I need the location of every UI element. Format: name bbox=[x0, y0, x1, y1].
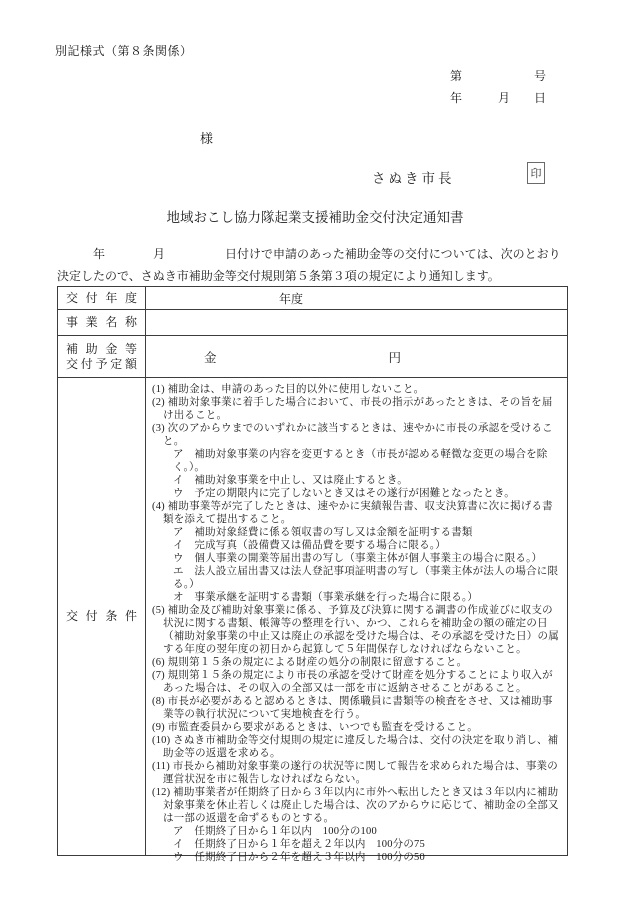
fiscal-year-value: 年度 bbox=[279, 291, 304, 306]
body-text-line1: 年 月 日付けで申請のあった補助金等の交付については、次のとおり bbox=[57, 247, 561, 261]
grant-conditions-label: 交付条件 bbox=[66, 609, 137, 623]
condition-item: (7) 規則第１５条の規定により市長の承認を受けて財産を処分することにより収入があった場合は、その収入の全部又は一部を市に返納させることがあること。 bbox=[152, 670, 553, 694]
condition-subitem: イ 補助対象事業を中止し、又は廃止するとき。 bbox=[173, 475, 408, 486]
condition-item: (10) さぬき市補助金等交付規則の規定に違反した場合は、交付の決定を取り消し、補助金等の返還を求める。 bbox=[152, 735, 559, 759]
addressee-suffix: 様 bbox=[200, 131, 214, 146]
fiscal-year-label-cell bbox=[58, 287, 146, 309]
condition-item: (4) 補助事業等が完了したときは、速やかに実績報告書、収支決算書に次に掲げる書類を添えて提出すること。 bbox=[152, 501, 553, 525]
table-row-planned-amount bbox=[58, 336, 567, 378]
condition-item: (1) 補助金は、申請のあった目的以外に使用しないこと。 bbox=[152, 384, 425, 395]
amount-unit: 円 bbox=[388, 350, 402, 365]
document-date-line: 年 月 日 bbox=[449, 91, 546, 105]
condition-subitem: ウ 個人事業の開業等届出書の写し（事業主体が個人事業主の場合に限る。） bbox=[173, 553, 543, 564]
grant-conditions-list bbox=[146, 378, 567, 863]
amount-prefix: 金 bbox=[204, 350, 217, 365]
condition-item: (6) 規則第１５条の規定による財産の処分の制限に留意すること。 bbox=[152, 657, 468, 668]
planned-amount-label-line1: 補助金等 bbox=[66, 341, 137, 356]
sender-name: さぬき市長 bbox=[372, 171, 455, 186]
table-row-project-name bbox=[58, 310, 567, 336]
form-style-label: 別記様式（第８条関係） bbox=[55, 44, 193, 58]
condition-item: (8) 市長が必要があると認めるときは、関係職員に書類等の検査をさせ、又は補助事業等の執行状況について実地検査を行う。 bbox=[152, 696, 553, 720]
project-name-value-cell bbox=[146, 310, 567, 335]
condition-subitem: ア 補助対象経費に係る領収書の写し又は金額を証明する書類 bbox=[173, 527, 473, 538]
condition-item: (3) 次のアからウまでのいずれかに該当するときは、速やかに市長の承認を受けること。 bbox=[152, 423, 553, 447]
grant-decision-table bbox=[57, 286, 568, 863]
condition-subitem: エ 法人設立届出書又は法人登記事項証明書の写し（事業主体が法人の場合に限る。） bbox=[173, 566, 559, 590]
planned-amount-label-line2: 交付予定額 bbox=[66, 356, 137, 371]
condition-subitem: オ 事業承継を証明する書類（事業承継を行った場合に限る。） bbox=[173, 592, 479, 603]
condition-subitem: ア 任期終了日から１年以内 100分の100 bbox=[173, 826, 377, 837]
table-row-fiscal-year bbox=[58, 287, 567, 310]
document-number-line: 第 号 bbox=[449, 69, 546, 83]
project-name-label: 事業名称 bbox=[66, 315, 137, 329]
condition-subitem: ウ 任期終了日から２年を超え３年以内 100分の50 bbox=[173, 852, 425, 863]
planned-amount-label-cell bbox=[58, 336, 146, 377]
condition-item: (11) 市長から補助対象事業の遂行の状況等に関して報告を求められた場合は、事業の運営状況を市に報告しなければならない。 bbox=[152, 761, 558, 785]
condition-item: (5) 補助金及び補助対象事業に係る、予算及び決算に関する調書の作成並びに収支の状況に関する書類、帳簿等の整理を行い、かつ、これらを補助金の額の確定の日（補助対象事業の中止又は廃止の承認を受けた場合は、その承認を受けた日）の属する年度の翌年度の初日から起算して５年間保存しなければならないこと。 bbox=[152, 605, 559, 655]
condition-item: (9) 市監査委員から要求があるときは、いつでも監査を受けること。 bbox=[152, 722, 478, 733]
grant-conditions-label-cell bbox=[58, 378, 146, 855]
project-name-label-cell bbox=[58, 310, 146, 335]
condition-subitem: イ 任期終了日から１年を超え２年以内 100分の75 bbox=[173, 839, 425, 850]
document-title: 地域おこし協力隊起業支援補助金交付決定通知書 bbox=[166, 210, 464, 225]
condition-subitem: イ 完成写真（設備費又は備品費を要する場合に限る。） bbox=[173, 540, 446, 551]
condition-subitem: ウ 予定の期限内に完了しないとき又はその遂行が困難となったとき。 bbox=[173, 488, 515, 499]
body-text-line2: 決定したので、さぬき市補助金等交付規則第５条第３項の規定により通知します。 bbox=[57, 269, 500, 283]
condition-item: (12) 補助事業者が任期終了日から３年以内に市外へ転出したとき又は３年以内に補助対象事業を休止若しくは廃止した場合は、次のアからウに応じて、補助金の全部又は一部の返還を命ずるものとする。 bbox=[152, 787, 559, 824]
planned-amount-value-cell bbox=[146, 336, 567, 377]
seal-mark bbox=[527, 162, 545, 184]
fiscal-year-label: 交付年度 bbox=[66, 290, 137, 305]
table-row-grant-conditions bbox=[58, 378, 567, 863]
condition-item: (2) 補助対象事業に着手した場合において、市長の指示があったときは、その旨を届け出ること。 bbox=[152, 397, 553, 421]
seal-character: 印 bbox=[530, 168, 542, 180]
condition-subitem: ア 補助対象事業の内容を変更するとき（市長が認める軽微な変更の場合を除く。）。 bbox=[173, 449, 548, 473]
fiscal-year-value-cell bbox=[146, 287, 567, 309]
